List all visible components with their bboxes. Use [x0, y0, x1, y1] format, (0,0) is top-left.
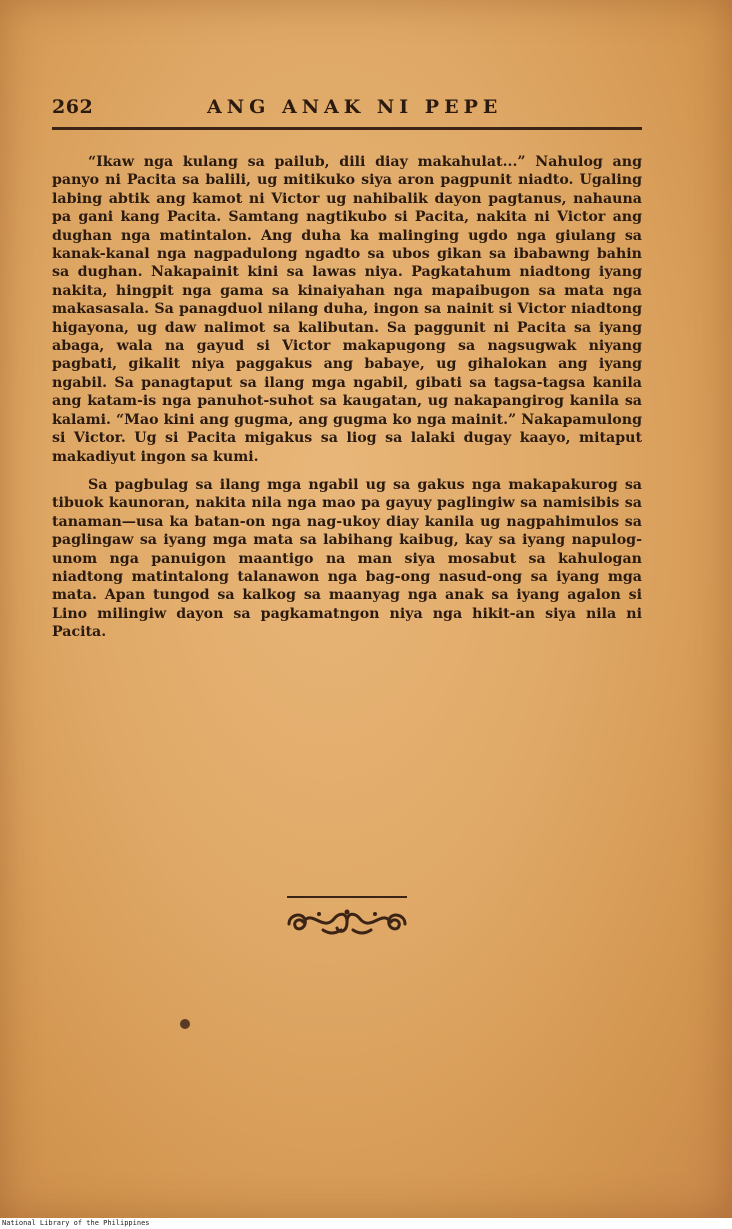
library-watermark: National Library of the Philippines	[2, 1219, 150, 1227]
body-text	[52, 153, 642, 642]
ink-spot	[180, 1019, 190, 1029]
page-number: 262	[52, 96, 94, 118]
floral-scroll-ornament-icon	[283, 904, 411, 940]
paragraph-2: Sa pagbulag sa ilang mga ngabil ug sa gakus nga makapakurog sa tibuok kaunoran, nakita nila nga mao pa gayuy paglingiw sa namisibis sa tanaman—usa ka batan-on nga nag-ukoy diay kanila ug nagpahimulos sa paglingaw sa iyang mga mata sa labihang kaibug, kay sa iyang napulog-unom nga panuigon maantigo na man siya mosabut sa kahulogan niadtong matintalong talanawon nga bag-ong nasud-ong sa iyang mga mata. Apan tungod sa kalkog sa maanyag nga anak sa iyang agalon si Lino milingiw dayon sa pagkamatngon niya nga hikit-an siya nila ni Pacita.	[52, 476, 642, 641]
header-rule	[52, 127, 642, 130]
paragraph-1: “Ikaw nga kulang sa pailub, dili diay makahulat...” Nahulog ang panyo ni Pacita sa balili, ug mitikuko siya aron pagpunit niadto. Ugaling labing abtik ang kamot ni Victor ug nahibalik dayon pagtanus, nahauna pa gani kang Pacita. Samtang nagtikubo si Pacita, nakita ni Victor ang dughan nga matintalon. Ang duha ka malinging ugdo nga giulang sa kanak-kanal nga nagpadulong ngadto sa ubos gikan sa ibabawng bahin sa dughan. Nakapainit kini sa lawas niya. Pagkatahum niadtong iyang nakita, hingpit nga gama sa kinaiyahan nga mapaibugon sa mata nga makasasala. Sa panagduol nilang duha, ingon sa nainit si Victor niadtong higayona, ug daw nalimot sa kalibutan. Sa paggunit ni Pacita sa iyang abaga, wala na gayud si Victor makapugong sa nagsugwak niyang pagbati, gikalit niya paggakus ang babaye, ug gihalokan ang iyang ngabil. Sa panagtaput sa ilang mga ngabil, gibati sa tagsa-tagsa kanila ang katam-is nga panuhot-suhot sa kaugatan, ug nakapangirog kanila sa kalami. “Mao kini ang gugma, ang gugma ko nga mainit.” Nakapamulong si Victor. Ug si Pacita migakus sa liog sa lalaki dugay kaayo, mitaput makadiyut ingon sa kumi.	[52, 154, 642, 465]
page-header	[52, 96, 642, 122]
ornament-rule	[287, 896, 407, 898]
running-title: ANG ANAK NI PEPE	[207, 96, 503, 118]
